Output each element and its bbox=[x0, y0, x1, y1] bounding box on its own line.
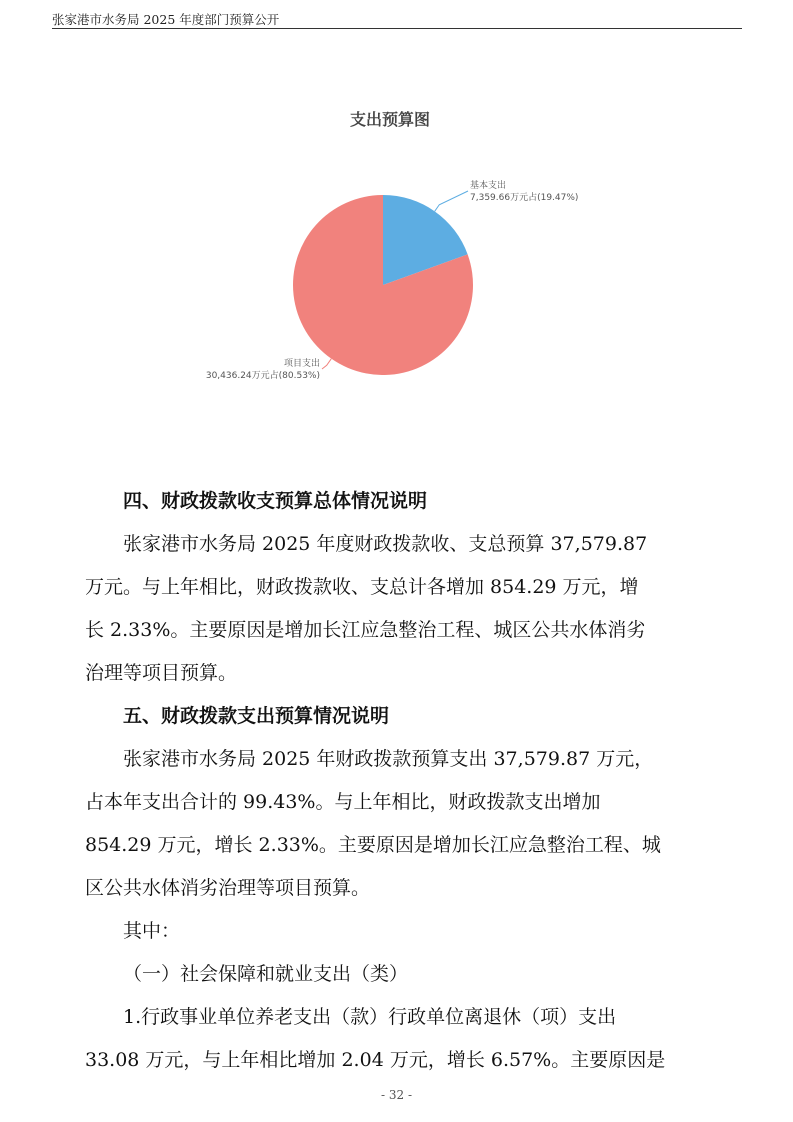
section-4 bbox=[85, 480, 715, 695]
section-5-line-4: 区公共水体消劣治理等项目预算。 bbox=[85, 877, 371, 899]
section-4-heading: 四、财政拨款收支预算总体情况说明 bbox=[123, 490, 428, 512]
pie-chart-svg bbox=[140, 95, 640, 405]
section-5-heading: 五、财政拨款支出预算情况说明 bbox=[123, 705, 390, 727]
section-5-line-1: 张家港市水务局 2025 年财政拨款预算支出 37,579.87 万元， bbox=[123, 748, 654, 770]
section-5-line-3: 854.29 万元，增长 2.33%。主要原因是增加长江应急整治工程、城 bbox=[85, 834, 661, 856]
header-divider bbox=[52, 28, 742, 29]
section-4-line-1: 张家港市水务局 2025 年度财政拨款收、支总预算 37,579.87 bbox=[123, 533, 648, 555]
section-5-line-7: 1.行政事业单位养老支出（款）行政单位离退休（项）支出 bbox=[123, 1006, 617, 1028]
section-5-line-5: 其中： bbox=[123, 920, 181, 942]
pie-label-name: 项目支出 bbox=[283, 359, 320, 369]
section-5-line-8: 33.08 万元，与上年相比增加 2.04 万元，增长 6.57%。主要原因是 bbox=[85, 1049, 666, 1071]
page-header: 张家港市水务局 2025 年度部门预算公开 bbox=[52, 12, 280, 27]
pie-label-value: 7,359.66万元占(19.47%) bbox=[470, 193, 579, 203]
section-5-line-6: （一）社会保障和就业支出（类） bbox=[123, 963, 409, 985]
pie-label-value: 30,436.24万元占(80.53%) bbox=[205, 371, 320, 381]
section-5-line-2: 占本年支出合计的 99.43%。与上年相比，财政拨款支出增加 bbox=[85, 791, 601, 813]
pie-label-name: 基本支出 bbox=[470, 181, 507, 191]
section-4-line-4: 治理等项目预算。 bbox=[85, 662, 238, 684]
section-4-line-2: 万元。与上年相比，财政拨款收、支总计各增加 854.29 万元，增 bbox=[85, 576, 639, 598]
page-number: - 32 - bbox=[380, 1088, 412, 1102]
pie-leader-line bbox=[322, 359, 331, 369]
pie-leader-line bbox=[435, 191, 468, 211]
section-4-line-3: 长 2.33%。主要原因是增加长江应急整治工程、城区公共水体消劣 bbox=[85, 619, 646, 641]
chart-title: 支出预算图 bbox=[349, 110, 430, 129]
pie-chart bbox=[140, 95, 640, 405]
section-5 bbox=[85, 695, 715, 1082]
